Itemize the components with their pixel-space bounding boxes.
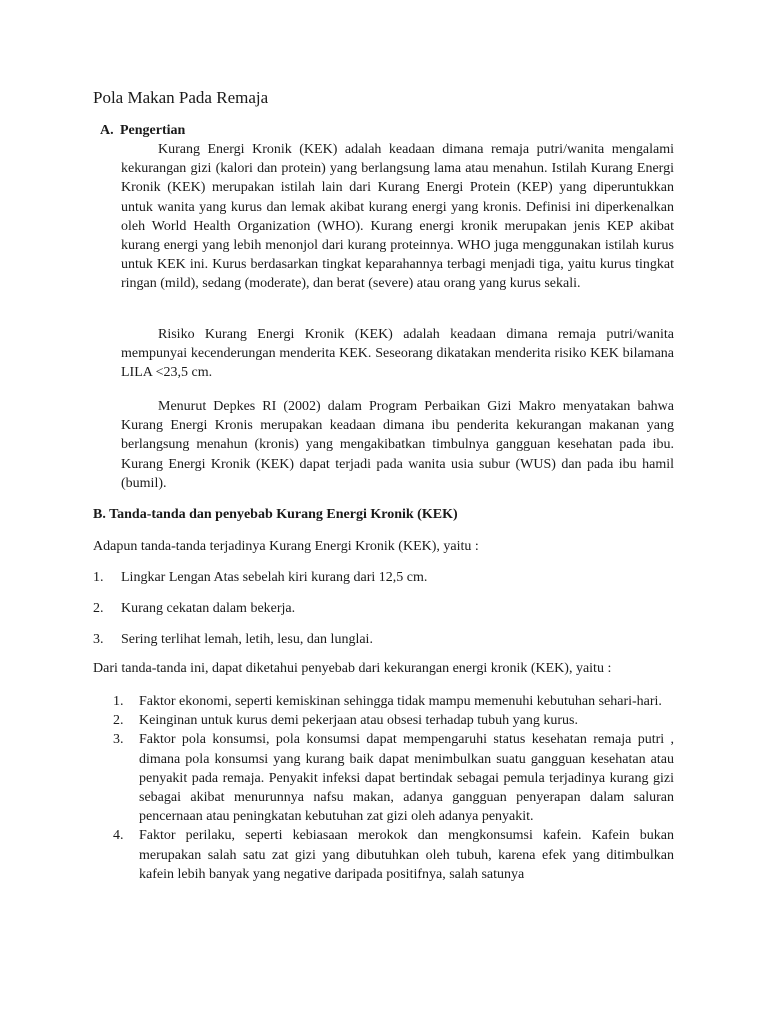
causes-intro: Dari tanda-tanda ini, dapat diketahui penyebab dari kekurangan energi kronik (KEK), yaitu : bbox=[93, 661, 612, 676]
cause-list-item bbox=[113, 730, 674, 826]
paragraph-text: Risiko Kurang Energi Kronik (KEK) adalah keadaan dimana remaja putri/wanita mempunyai kecenderungan menderita KEK. Seseorang dikatakan menderita risiko KEK bilamana LILA <23,5 cm. bbox=[121, 327, 674, 381]
section-a-paragraph-2 bbox=[121, 325, 674, 383]
list-text: Keinginan untuk kurus demi pekerjaan atau obsesi terhadap tubuh yang kurus. bbox=[139, 713, 578, 729]
list-number: 4. bbox=[113, 828, 124, 844]
cause-list-item bbox=[113, 826, 674, 884]
section-a-paragraph-3 bbox=[121, 397, 674, 493]
list-number: 3. bbox=[93, 632, 104, 647]
signs-intro: Adapun tanda-tanda terjadinya Kurang Energi Kronik (KEK), yaitu : bbox=[93, 539, 479, 554]
section-a-marker: A. bbox=[100, 123, 114, 138]
list-text: Lingkar Lengan Atas sebelah kiri kurang dari 12,5 cm. bbox=[121, 570, 428, 585]
list-text: Faktor ekonomi, seperti kemiskinan sehingga tidak mampu memenuhi kebutuhan sehari-hari. bbox=[139, 694, 662, 709]
list-number: 2. bbox=[113, 713, 124, 729]
section-a-heading-text: Pengertian bbox=[120, 123, 186, 138]
section-a-heading bbox=[100, 121, 185, 140]
list-text: Faktor perilaku, seperti kebiasaan merokok dan mengkonsumsi kafein. Kafein bukan merupakan salah satu zat gizi yang dibutuhkan oleh tubuh, karena efek yang ditimbulkan kafein lebih banyak yang negative daripada positifnya, salah satunya bbox=[139, 828, 674, 882]
causes-list bbox=[113, 692, 674, 884]
paragraph-text: Kurang Energi Kronik (KEK) adalah keadaan dimana remaja putri/wanita mengalami kekurangan gizi (kalori dan protein) yang berlangsung lama atau menahun. Istilah Kurang Energi Kronik (KEK) merupakan istilah lain dari Kurang Energi Protein (KEP) yang diperuntukkan untuk wanita yang kurus dan lemak akibat kurang energi yang kronis. Definisi ini diperkenalkan oleh World Health Organization (WHO). Kurang energi kronik merupakan jenis KEP akibat kurang energi yang lebih menonjol dari kurang proteinnya. WHO juga menggunakan istilah kurus untuk KEK ini. Kurus berdasarkan tingkat keparahannya terbagi menjadi tiga, yaitu kurus tingkat ringan (mild), sedang (moderate), dan berat (severe) atau orang yang kurus sekali. bbox=[121, 142, 674, 292]
sign-list-item bbox=[93, 630, 693, 649]
list-number: 1. bbox=[113, 694, 124, 709]
list-text: Kurang cekatan dalam bekerja. bbox=[121, 601, 296, 616]
sign-list-item bbox=[93, 568, 693, 587]
list-number: 1. bbox=[93, 570, 104, 585]
list-number: 3. bbox=[113, 732, 124, 748]
sign-list-item bbox=[93, 599, 693, 618]
list-text: Faktor pola konsumsi, pola konsumsi dapat mempengaruhi status kesehatan remaja putri , dimana pola konsumsi yang kurang baik dapat menimbulkan suatu gangguan kesehatan atau penyakit pada remaja. Penyakit infeksi dapat bertindak sebagai pemula terjadinya kurang gizi sebagai akibat menurunnya nafsu makan, adanya gangguan penyerapan dalam saluran pencernaan atau peningkatan kebutuhan zat gizi oleh adanya penyakit. bbox=[139, 732, 674, 825]
section-b-heading: B. Tanda-tanda dan penyebab Kurang Energi Kronik (KEK) bbox=[93, 507, 458, 522]
section-a-paragraph-1 bbox=[121, 140, 674, 294]
cause-list-item bbox=[113, 711, 674, 730]
paragraph-text: Menurut Depkes RI (2002) dalam Program Perbaikan Gizi Makro menyatakan bahwa Kurang Energi Kronis merupakan keadaan dimana ibu penderita kekurangan makanan yang berlangsung menahun (kronis) yang mengakibatkan timbulnya gangguan kesehatan pada ibu. Kurang Energi Kronik (KEK) dapat terjadi pada wanita usia subur (WUS) dan pada ibu hamil (bumil). bbox=[121, 399, 674, 491]
cause-list-item bbox=[113, 692, 674, 711]
document-title: Pola Makan Pada Remaja bbox=[93, 88, 269, 107]
list-text: Sering terlihat lemah, letih, lesu, dan lunglai. bbox=[121, 632, 373, 647]
list-number: 2. bbox=[93, 601, 104, 616]
